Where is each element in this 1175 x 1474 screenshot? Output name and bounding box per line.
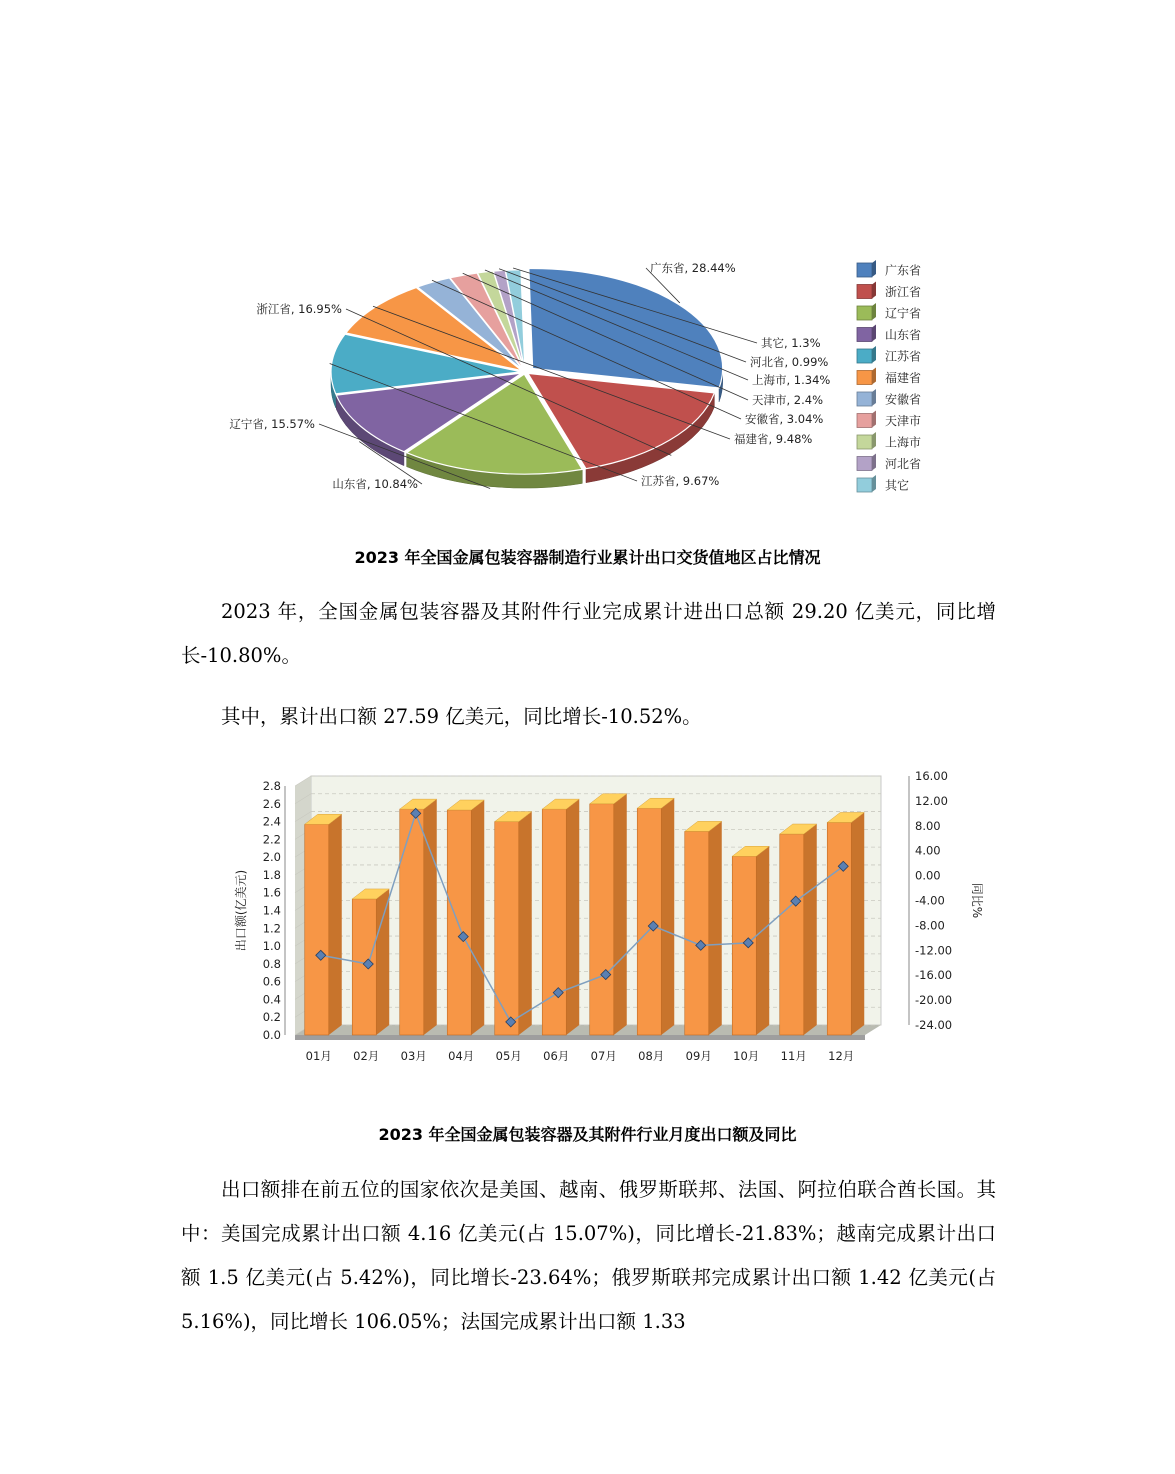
pie-slice-3-label: 辽宁省, 15.57% bbox=[229, 417, 315, 431]
y2-tick-label: -4.00 bbox=[915, 893, 945, 908]
bar-front bbox=[400, 809, 424, 1035]
bar-front bbox=[447, 810, 471, 1035]
pie-legend-swatch-side-4 bbox=[872, 325, 876, 342]
y-tick-label: 0.8 bbox=[262, 956, 281, 971]
pie-legend-label-6: 福建省 bbox=[885, 371, 922, 385]
pie-legend-label-11: 其它 bbox=[885, 478, 910, 493]
pie-legend-label-8: 天津市 bbox=[885, 414, 922, 428]
pie-legend-swatch-side-2 bbox=[872, 282, 876, 299]
pie-legend-swatch-1 bbox=[857, 263, 872, 277]
x-tick-label: 08月 bbox=[638, 1049, 665, 1063]
bar-side bbox=[566, 799, 579, 1035]
y-tick-label: 2.4 bbox=[262, 814, 281, 829]
pie-legend-label-1: 广东省 bbox=[885, 263, 922, 278]
y2-tick-label: 12.00 bbox=[915, 793, 948, 808]
bar-side bbox=[661, 798, 674, 1035]
pie-legend-label-2: 浙江省 bbox=[885, 285, 922, 299]
bar-chart bbox=[225, 768, 985, 1078]
pie-chart bbox=[220, 250, 960, 510]
pie-legend-label-10: 河北省 bbox=[885, 457, 922, 471]
pie-legend-swatch-9 bbox=[857, 435, 872, 449]
y-tick-label: 1.6 bbox=[262, 885, 281, 900]
bar bbox=[400, 799, 437, 1035]
bar-front bbox=[732, 856, 756, 1035]
x-tick-label: 09月 bbox=[685, 1049, 712, 1063]
bar-front bbox=[827, 822, 851, 1035]
paragraph-2-text: 其中，累计出口额 27.59 亿美元，同比增长-10.52%。 bbox=[221, 705, 702, 728]
pie-slice-9-label: 上海市, 1.34% bbox=[752, 373, 831, 387]
pie-legend-swatch-6 bbox=[857, 371, 872, 385]
y2-tick-label: 16.00 bbox=[915, 769, 948, 783]
x-tick-label: 02月 bbox=[353, 1049, 380, 1063]
bar-front bbox=[637, 808, 661, 1035]
y2-tick-label: -20.00 bbox=[915, 993, 953, 1008]
pie-legend-label-5: 江苏省 bbox=[885, 349, 922, 364]
y-tick-label: 2.6 bbox=[262, 796, 281, 811]
bar-side bbox=[376, 889, 389, 1035]
bar-side bbox=[851, 812, 864, 1035]
pie-legend-swatch-side-10 bbox=[872, 454, 876, 471]
pie-legend-swatch-side-11 bbox=[872, 475, 876, 492]
bar-front bbox=[590, 804, 614, 1035]
y-tick-label: 2.2 bbox=[262, 832, 281, 847]
y2-axis-label: 同比% bbox=[970, 882, 984, 919]
pie-slice-1-label: 广东省, 28.44% bbox=[650, 261, 736, 275]
pie-legend-swatch-side-7 bbox=[872, 389, 876, 406]
pie-legend-swatch-4 bbox=[857, 328, 872, 342]
y-tick-label: 1.0 bbox=[262, 939, 281, 954]
pie-legend-swatch-side-6 bbox=[872, 368, 876, 385]
pie-slice-11-label: 其它, 1.3% bbox=[761, 336, 821, 350]
bar-side bbox=[709, 821, 722, 1035]
bar bbox=[780, 824, 817, 1035]
paragraph-2 bbox=[181, 695, 996, 739]
bar bbox=[447, 800, 484, 1035]
pie-slice-10-label: 河北省, 0.99% bbox=[750, 355, 829, 369]
pie-legend-swatch-side-1 bbox=[872, 260, 876, 277]
bar bbox=[827, 812, 864, 1035]
bar-front bbox=[780, 834, 804, 1035]
bar-side bbox=[471, 800, 484, 1035]
y2-tick-label: -8.00 bbox=[915, 918, 945, 933]
y2-tick-label: 8.00 bbox=[915, 818, 941, 833]
bar-side bbox=[804, 824, 817, 1035]
bar-front bbox=[685, 831, 709, 1035]
x-tick-label: 11月 bbox=[780, 1049, 807, 1063]
paragraph-1-text: 2023 年，全国金属包装容器及其附件行业完成累计进出口总额 29.20 亿美元，同比增长-10.80%。 bbox=[181, 600, 996, 667]
pie-legend-label-4: 山东省 bbox=[885, 328, 922, 342]
pie-legend-swatch-side-8 bbox=[872, 411, 876, 428]
x-tick-label: 07月 bbox=[590, 1049, 617, 1063]
y2-tick-label: 0.00 bbox=[915, 868, 941, 883]
y-axis-label: 出口额(亿美元) bbox=[234, 869, 248, 952]
x-tick-label: 06月 bbox=[543, 1049, 570, 1063]
bar-side bbox=[756, 846, 769, 1035]
pie-slice-7-label: 安徽省, 3.04% bbox=[745, 412, 824, 426]
y2-tick-label: -16.00 bbox=[915, 968, 953, 983]
bar-front bbox=[495, 822, 519, 1035]
pie-legend-swatch-side-5 bbox=[872, 346, 876, 363]
bar-front bbox=[352, 899, 376, 1035]
pie-slice-2-label: 浙江省, 16.95% bbox=[256, 302, 342, 316]
pie-legend bbox=[857, 260, 921, 493]
bar-side bbox=[329, 814, 342, 1035]
y2-tick-label: 4.00 bbox=[915, 843, 941, 858]
pie-legend-swatch-side-9 bbox=[872, 432, 876, 449]
x-tick-label: 10月 bbox=[733, 1049, 760, 1063]
bar-side bbox=[519, 812, 532, 1035]
y2-tick-label: -24.00 bbox=[915, 1018, 953, 1032]
y-tick-label: 1.8 bbox=[262, 867, 281, 882]
y2-tick-label: -12.00 bbox=[915, 943, 953, 958]
bar bbox=[685, 821, 722, 1035]
pie-legend-swatch-2 bbox=[857, 285, 872, 299]
pie-chart-caption: 2023 年全国金属包装容器制造行业累计出口交货值地区占比情况 bbox=[354, 548, 821, 567]
bar-side bbox=[424, 799, 437, 1035]
paragraph-3-text: 出口额排在前五位的国家依次是美国、越南、俄罗斯联邦、法国、阿拉伯联合酋长国。其中：美国完成累计出口额 4.16 亿美元(占 15.07%)，同比增长-21.83%；越南完成累计出口额 1.5 亿美元(占 5.42%)，同比增长-23.64%；俄罗斯联邦完成累计出口额 1.42 亿美元(占 5.16%)，同比增长 106.05%；法国完成累计出口额 1.33 bbox=[181, 1178, 996, 1333]
bar bbox=[495, 812, 532, 1035]
y-tick-label: 1.2 bbox=[262, 921, 281, 936]
y-tick-label: 0.6 bbox=[262, 974, 281, 989]
y-tick-label: 0.4 bbox=[262, 992, 281, 1007]
y-tick-label: 0.2 bbox=[262, 1010, 281, 1025]
x-tick-label: 01月 bbox=[305, 1049, 332, 1063]
pie-legend-swatch-5 bbox=[857, 349, 872, 363]
pie-slice-5-label: 江苏省, 9.67% bbox=[641, 474, 720, 488]
bar-chart-caption: 2023 年全国金属包装容器及其附件行业月度出口额及同比 bbox=[378, 1125, 797, 1144]
x-tick-label: 04月 bbox=[448, 1049, 475, 1063]
pie-legend-swatch-8 bbox=[857, 414, 872, 428]
bar bbox=[637, 798, 674, 1035]
pie-slice-6-label: 福建省, 9.48% bbox=[734, 432, 813, 446]
pie-legend-swatch-3 bbox=[857, 306, 872, 320]
y-tick-label: 2.8 bbox=[262, 779, 281, 793]
y-tick-label: 2.0 bbox=[262, 850, 281, 865]
bar bbox=[590, 794, 627, 1035]
plot-floor-edge bbox=[295, 1035, 865, 1040]
pie-slice-4-label: 山东省, 10.84% bbox=[332, 477, 418, 491]
paragraph-3 bbox=[181, 1168, 996, 1344]
pie-legend-label-7: 安徽省 bbox=[885, 392, 922, 407]
bar bbox=[305, 814, 342, 1035]
x-tick-label: 03月 bbox=[400, 1049, 427, 1063]
pie-slice-8-label: 天津市, 2.4% bbox=[752, 393, 824, 407]
bar-side bbox=[614, 794, 627, 1035]
pie-legend-swatch-7 bbox=[857, 392, 872, 406]
x-tick-label: 05月 bbox=[495, 1049, 522, 1063]
pie-legend-label-3: 辽宁省 bbox=[885, 306, 922, 321]
pie-slice-1 bbox=[529, 268, 723, 387]
y-tick-label: 0.0 bbox=[262, 1028, 281, 1042]
pie-legend-swatch-10 bbox=[857, 457, 872, 471]
pie-legend-label-9: 上海市 bbox=[885, 435, 922, 450]
x-tick-label: 12月 bbox=[828, 1049, 855, 1063]
pie-legend-swatch-11 bbox=[857, 478, 872, 492]
paragraph-1 bbox=[181, 590, 996, 678]
y-tick-label: 1.4 bbox=[262, 903, 281, 918]
pie-legend-swatch-side-3 bbox=[872, 303, 876, 320]
bar-front bbox=[305, 824, 329, 1035]
